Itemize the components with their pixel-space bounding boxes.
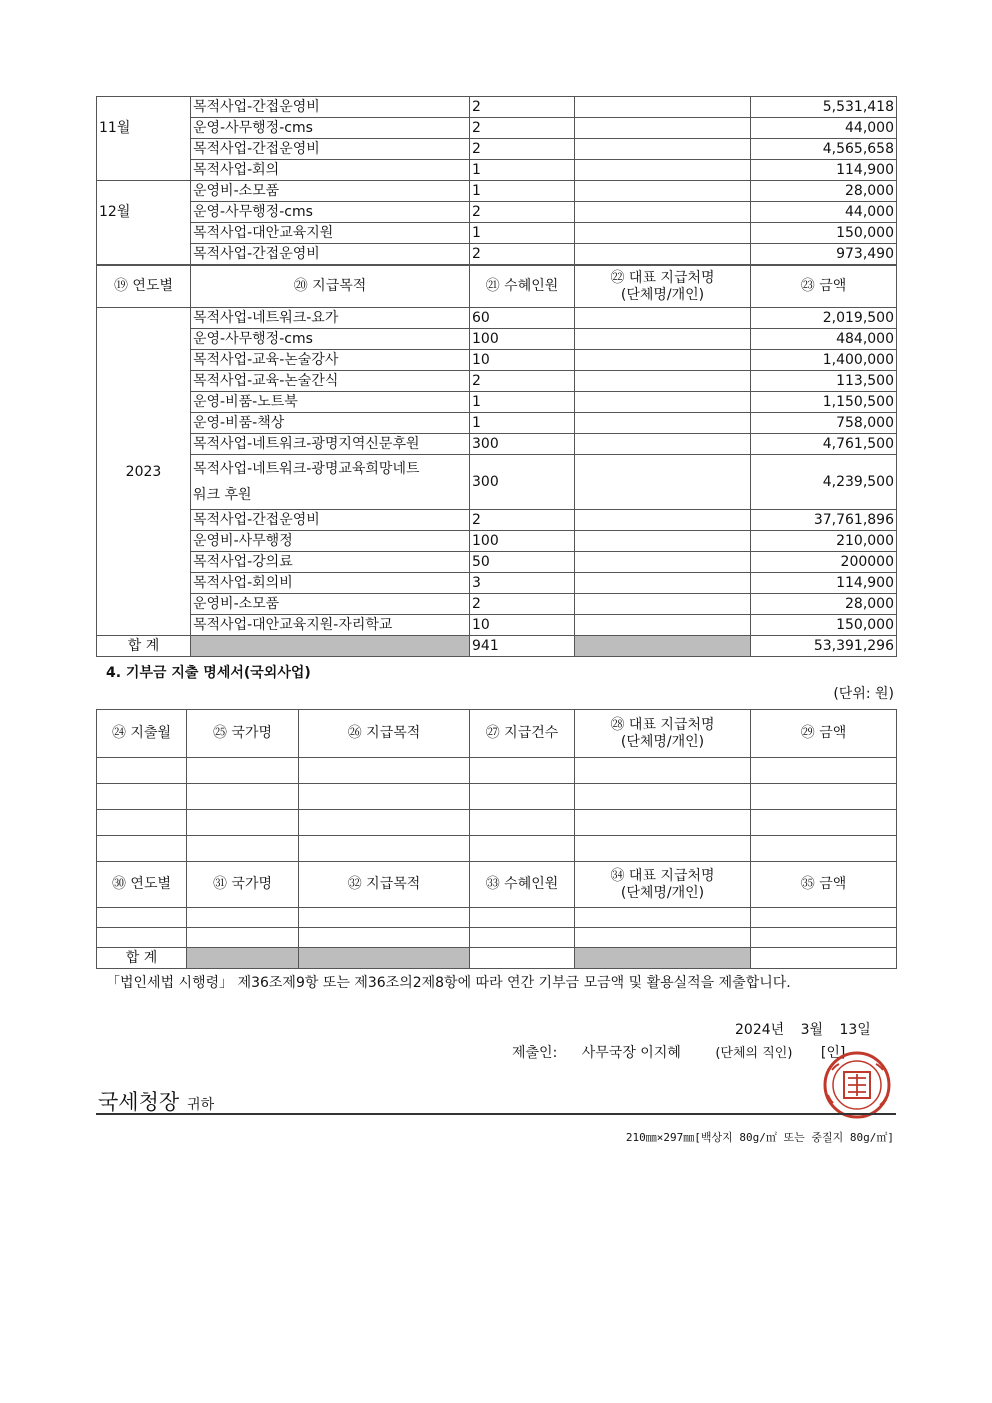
count-cell: 2 bbox=[470, 510, 575, 531]
total-gray-cell bbox=[575, 636, 751, 657]
table-row bbox=[97, 308, 897, 329]
recipient-cell bbox=[575, 223, 751, 244]
header-country: ㉕ 국가명 bbox=[187, 710, 299, 758]
header-purpose: ⑳ 지급목적 bbox=[191, 266, 470, 308]
month-cell bbox=[97, 139, 191, 160]
recipient-cell bbox=[575, 202, 751, 223]
month-cell: 12월 bbox=[97, 202, 191, 223]
empty-row bbox=[97, 810, 897, 836]
count-cell: 2 bbox=[470, 244, 575, 265]
recipient-cell bbox=[575, 181, 751, 202]
table-row bbox=[97, 392, 897, 413]
header-amount: ㉟ 금액 bbox=[751, 862, 897, 908]
purpose-cell: 목적사업-네트워크-광명지역신문후원 bbox=[191, 434, 470, 455]
footer-divider bbox=[96, 1113, 896, 1115]
table-row bbox=[97, 160, 897, 181]
amount-cell: 1,150,500 bbox=[751, 392, 897, 413]
total-row bbox=[97, 636, 897, 657]
header-recipient-line1: ㉒ 대표 지급처명 bbox=[610, 269, 715, 286]
header-amount: ㉙ 금액 bbox=[751, 710, 897, 758]
purpose-cell: 목적사업-교육-논술간식 bbox=[191, 371, 470, 392]
overseas-total-row bbox=[97, 948, 897, 969]
header-year: ⑲ 연도별 bbox=[97, 266, 191, 308]
header-year: ㉚ 연도별 bbox=[97, 862, 187, 908]
count-cell: 100 bbox=[470, 531, 575, 552]
total-amount: 53,391,296 bbox=[751, 636, 897, 657]
month-cell bbox=[97, 160, 191, 181]
table-row bbox=[97, 455, 897, 510]
monthly-expense-body bbox=[97, 97, 897, 265]
count-cell: 1 bbox=[470, 392, 575, 413]
purpose-cell: 운영-비품-책상 bbox=[191, 413, 470, 434]
amount-cell: 150,000 bbox=[751, 223, 897, 244]
amount-cell: 5,531,418 bbox=[751, 97, 897, 118]
purpose-cell: 운영비-소모품 bbox=[191, 181, 470, 202]
seal-mark: [인] bbox=[820, 1045, 846, 1061]
yearly-header-row bbox=[97, 266, 897, 308]
yearly-expense-table bbox=[96, 265, 897, 657]
recipient-cell bbox=[575, 160, 751, 181]
monthly-expense-table bbox=[96, 96, 897, 265]
recipient-cell bbox=[575, 244, 751, 265]
table-row bbox=[97, 594, 897, 615]
section4-title: 4. 기부금 지출 명세서(국외사업) bbox=[106, 665, 311, 681]
submitter-label: 제출인: bbox=[512, 1045, 558, 1061]
header-recipient-line2: (단체명/개인) bbox=[620, 884, 705, 901]
amount-cell: 28,000 bbox=[751, 181, 897, 202]
amount-cell: 4,239,500 bbox=[751, 455, 897, 510]
submission-date: 2024년 3월 13일 bbox=[735, 1022, 871, 1038]
purpose-cell: 목적사업-대안교육지원-자리학교 bbox=[191, 615, 470, 636]
empty-row bbox=[97, 908, 897, 928]
recipient-office-name: 국세청장 bbox=[98, 1090, 180, 1114]
count-cell: 1 bbox=[470, 181, 575, 202]
purpose-line: 목적사업-네트워크-광명교육희망네트 bbox=[193, 461, 420, 477]
recipient-cell bbox=[575, 615, 751, 636]
count-cell: 50 bbox=[470, 552, 575, 573]
amount-cell: 113,500 bbox=[751, 371, 897, 392]
empty-row bbox=[97, 784, 897, 810]
count-cell: 2 bbox=[470, 118, 575, 139]
overseas-expense-table bbox=[96, 709, 897, 969]
table-row bbox=[97, 139, 897, 160]
empty-row bbox=[97, 836, 897, 862]
month-cell: 11월 bbox=[97, 118, 191, 139]
purpose-line: 워크 후원 bbox=[193, 487, 252, 503]
header-beneficiaries: ㉑ 수혜인원 bbox=[470, 266, 575, 308]
count-cell: 2 bbox=[470, 371, 575, 392]
purpose-cell: 운영비-사무행정 bbox=[191, 531, 470, 552]
purpose-cell: 목적사업-간접운영비 bbox=[191, 139, 470, 160]
empty-row bbox=[97, 758, 897, 784]
table-row bbox=[97, 552, 897, 573]
purpose-cell: 목적사업-간접운영비 bbox=[191, 244, 470, 265]
unit-label: (단위: 원) bbox=[833, 686, 894, 702]
month-cell bbox=[97, 244, 191, 265]
count-cell: 2 bbox=[470, 139, 575, 160]
recipient-cell bbox=[575, 573, 751, 594]
amount-cell: 758,000 bbox=[751, 413, 897, 434]
purpose-cell: 목적사업-회의 bbox=[191, 160, 470, 181]
amount-cell: 210,000 bbox=[751, 531, 897, 552]
table-row bbox=[97, 615, 897, 636]
purpose-cell: 운영-비품-노트북 bbox=[191, 392, 470, 413]
submitter-line bbox=[512, 1042, 845, 1062]
amount-cell: 4,565,658 bbox=[751, 139, 897, 160]
total-label: 합 계 bbox=[97, 636, 191, 657]
purpose-cell: 목적사업-교육-논술강사 bbox=[191, 350, 470, 371]
table-row bbox=[97, 244, 897, 265]
recipient-cell bbox=[575, 552, 751, 573]
recipient-cell bbox=[575, 139, 751, 160]
header-recipient-line1: ㉞ 대표 지급처명 bbox=[610, 867, 715, 884]
month-cell bbox=[97, 181, 191, 202]
amount-cell: 37,761,896 bbox=[751, 510, 897, 531]
table-row bbox=[97, 510, 897, 531]
submitter-name: 사무국장 이지혜 bbox=[581, 1045, 681, 1061]
header-recipient-line2: (단체명/개인) bbox=[620, 733, 705, 750]
count-cell: 3 bbox=[470, 573, 575, 594]
empty-row bbox=[97, 928, 897, 948]
total-label: 합 계 bbox=[97, 948, 187, 969]
recipient-cell bbox=[575, 97, 751, 118]
count-cell: 1 bbox=[470, 223, 575, 244]
header-country: ㉛ 국가명 bbox=[187, 862, 299, 908]
amount-cell: 484,000 bbox=[751, 329, 897, 350]
recipient-cell bbox=[575, 510, 751, 531]
recipient-cell bbox=[575, 594, 751, 615]
table-row bbox=[97, 202, 897, 223]
table-row bbox=[97, 118, 897, 139]
purpose-cell: 운영비-소모품 bbox=[191, 594, 470, 615]
total-count: 941 bbox=[470, 636, 575, 657]
year-cell: 2023 bbox=[97, 308, 191, 636]
table-row bbox=[97, 223, 897, 244]
count-cell: 10 bbox=[470, 350, 575, 371]
count-cell: 2 bbox=[470, 594, 575, 615]
recipient-cell bbox=[575, 329, 751, 350]
header-count: ㉗ 지급건수 bbox=[470, 710, 575, 758]
amount-cell: 44,000 bbox=[751, 118, 897, 139]
purpose-cell: 운영-사무행정-cms bbox=[191, 118, 470, 139]
amount-cell: 114,900 bbox=[751, 573, 897, 594]
recipient-cell bbox=[575, 118, 751, 139]
count-cell: 300 bbox=[470, 434, 575, 455]
paper-spec: 210㎜×297㎜[백상지 80g/㎡ 또는 중질지 80g/㎡] bbox=[625, 1131, 894, 1144]
recipient-cell bbox=[575, 350, 751, 371]
month-cell bbox=[97, 97, 191, 118]
header-purpose: ㉜ 지급목적 bbox=[299, 862, 470, 908]
header-recipient bbox=[575, 710, 751, 758]
count-cell: 60 bbox=[470, 308, 575, 329]
table-row bbox=[97, 413, 897, 434]
amount-cell: 150,000 bbox=[751, 615, 897, 636]
purpose-cell: 목적사업-회의비 bbox=[191, 573, 470, 594]
recipient-office bbox=[98, 1086, 214, 1116]
table-row bbox=[97, 434, 897, 455]
table-row bbox=[97, 350, 897, 371]
header-amount: ㉓ 금액 bbox=[751, 266, 897, 308]
purpose-cell: 목적사업-네트워크-요가 bbox=[191, 308, 470, 329]
count-cell: 300 bbox=[470, 455, 575, 510]
yearly-expense-body bbox=[97, 308, 897, 636]
recipient-cell bbox=[575, 455, 751, 510]
recipient-cell bbox=[575, 308, 751, 329]
amount-cell: 200000 bbox=[751, 552, 897, 573]
recipient-cell bbox=[575, 413, 751, 434]
declaration-text: 「법인세법 시행령」 제36조제9항 또는 제36조의2제8항에 따라 연간 기부금 모금액 및 활용실적을 제출합니다. bbox=[106, 975, 791, 991]
count-cell: 10 bbox=[470, 615, 575, 636]
amount-cell: 28,000 bbox=[751, 594, 897, 615]
submitter-role: (단체의 직인) bbox=[715, 1046, 793, 1061]
header-recipient bbox=[575, 862, 751, 908]
header-month: ㉔ 지출월 bbox=[97, 710, 187, 758]
official-seal-icon bbox=[818, 1050, 896, 1120]
amount-cell: 973,490 bbox=[751, 244, 897, 265]
count-cell: 2 bbox=[470, 202, 575, 223]
amount-cell: 114,900 bbox=[751, 160, 897, 181]
header-purpose: ㉖ 지급목적 bbox=[299, 710, 470, 758]
header-recipient-line1: ㉘ 대표 지급처명 bbox=[610, 716, 715, 733]
recipient-cell bbox=[575, 434, 751, 455]
table-row bbox=[97, 329, 897, 350]
table-row bbox=[97, 573, 897, 594]
count-cell: 2 bbox=[470, 97, 575, 118]
table-row bbox=[97, 181, 897, 202]
count-cell: 100 bbox=[470, 329, 575, 350]
purpose-cell: 목적사업-대안교육지원 bbox=[191, 223, 470, 244]
count-cell: 1 bbox=[470, 413, 575, 434]
month-cell bbox=[97, 223, 191, 244]
recipient-suffix: 귀하 bbox=[187, 1097, 215, 1113]
purpose-cell: 목적사업-간접운영비 bbox=[191, 97, 470, 118]
recipient-cell bbox=[575, 531, 751, 552]
recipient-cell bbox=[575, 392, 751, 413]
amount-cell: 44,000 bbox=[751, 202, 897, 223]
header-recipient-line2: (단체명/개인) bbox=[620, 286, 705, 303]
table-row bbox=[97, 371, 897, 392]
purpose-cell bbox=[191, 455, 470, 510]
recipient-cell bbox=[575, 371, 751, 392]
header-beneficiaries: ㉝ 수혜인원 bbox=[470, 862, 575, 908]
count-cell: 1 bbox=[470, 160, 575, 181]
purpose-cell: 운영-사무행정-cms bbox=[191, 202, 470, 223]
amount-cell: 1,400,000 bbox=[751, 350, 897, 371]
overseas-header-row bbox=[97, 710, 897, 758]
total-gray-cell bbox=[191, 636, 470, 657]
table-row bbox=[97, 531, 897, 552]
amount-cell: 2,019,500 bbox=[751, 308, 897, 329]
purpose-cell: 목적사업-강의료 bbox=[191, 552, 470, 573]
purpose-cell: 목적사업-간접운영비 bbox=[191, 510, 470, 531]
header-recipient bbox=[575, 266, 751, 308]
table-row bbox=[97, 97, 897, 118]
purpose-cell: 운영-사무행정-cms bbox=[191, 329, 470, 350]
amount-cell: 4,761,500 bbox=[751, 434, 897, 455]
overseas-yearly-header-row bbox=[97, 862, 897, 908]
